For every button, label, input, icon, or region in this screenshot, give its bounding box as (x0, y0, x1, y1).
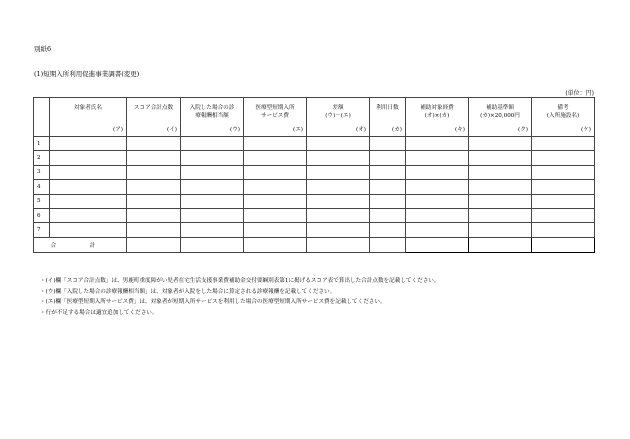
form-title: (1)短期入所利用促進事業調書(変更) (34, 70, 140, 78)
row-number: 7 (34, 223, 50, 237)
row-number: 4 (34, 180, 50, 194)
row-number: 2 (34, 151, 50, 165)
table-row (34, 137, 595, 151)
table-row (34, 180, 595, 194)
row-number: 5 (34, 194, 50, 208)
total-remarks[interactable] (532, 237, 595, 252)
header-score-total: スコア合計点数 (イ) (127, 98, 181, 137)
total-standard-amount[interactable] (469, 237, 532, 252)
form-id: 別紙6 (34, 45, 52, 53)
header-eligible-cost: 補助対象経費 (オ)×(カ) (キ) (406, 98, 469, 137)
table-row (34, 165, 595, 179)
row-number: 1 (34, 137, 50, 151)
header-remarks: 備考 (入所施設名) (ケ) (532, 98, 595, 137)
table-row (34, 223, 595, 237)
row-number: 6 (34, 208, 50, 222)
header-standard-amount: 補助基準額 (カ)×20,000円 (ク) (469, 98, 532, 137)
header-service-fee: 医療型短期入所 サービス費 (エ) (244, 98, 307, 137)
survey-table (33, 97, 595, 253)
table-row (34, 194, 595, 208)
header-hospital-fee: 入院した場合の診 療報酬相当額 (ウ) (181, 98, 244, 137)
unit-label: (単位：円) (565, 90, 594, 97)
row-number: 3 (34, 165, 50, 179)
note-service-fee: ・(エ)欄「医療型短期入所サービス費」は、対象者が短期入所サービスを利用した場合の医療型短期入所サービス費を記載してください。 (40, 299, 386, 306)
header-corner (34, 98, 50, 137)
header-days: 利用日数 (カ) (370, 98, 406, 137)
note-add-rows: ・行が不足する場合は適宜追加してください。 (40, 309, 158, 316)
table-row (34, 151, 595, 165)
header-name: 対象者氏名 (ア) (50, 98, 127, 137)
header-row (34, 98, 595, 137)
total-label: 合 計 (34, 237, 127, 252)
notes (40, 276, 440, 318)
table-row (34, 208, 595, 222)
note-score: ・(イ)欄「スコア合計点数」は、男鹿町重度障がい児者在宅生活支援事業費補助金交付要綱別表第1に掲げるスコア表で算出した合計点数を記載してください。 (40, 278, 440, 284)
total-eligible-cost[interactable] (406, 237, 469, 252)
header-difference: 差額 (ウ)－(エ) (オ) (307, 98, 370, 137)
total-row (34, 237, 595, 252)
note-hospital-fee: ・(ウ)欄「入院した場合の診療報酬相当額」は、対象者が入院をした場合に算定される診療報酬を記載してください。 (40, 288, 336, 295)
